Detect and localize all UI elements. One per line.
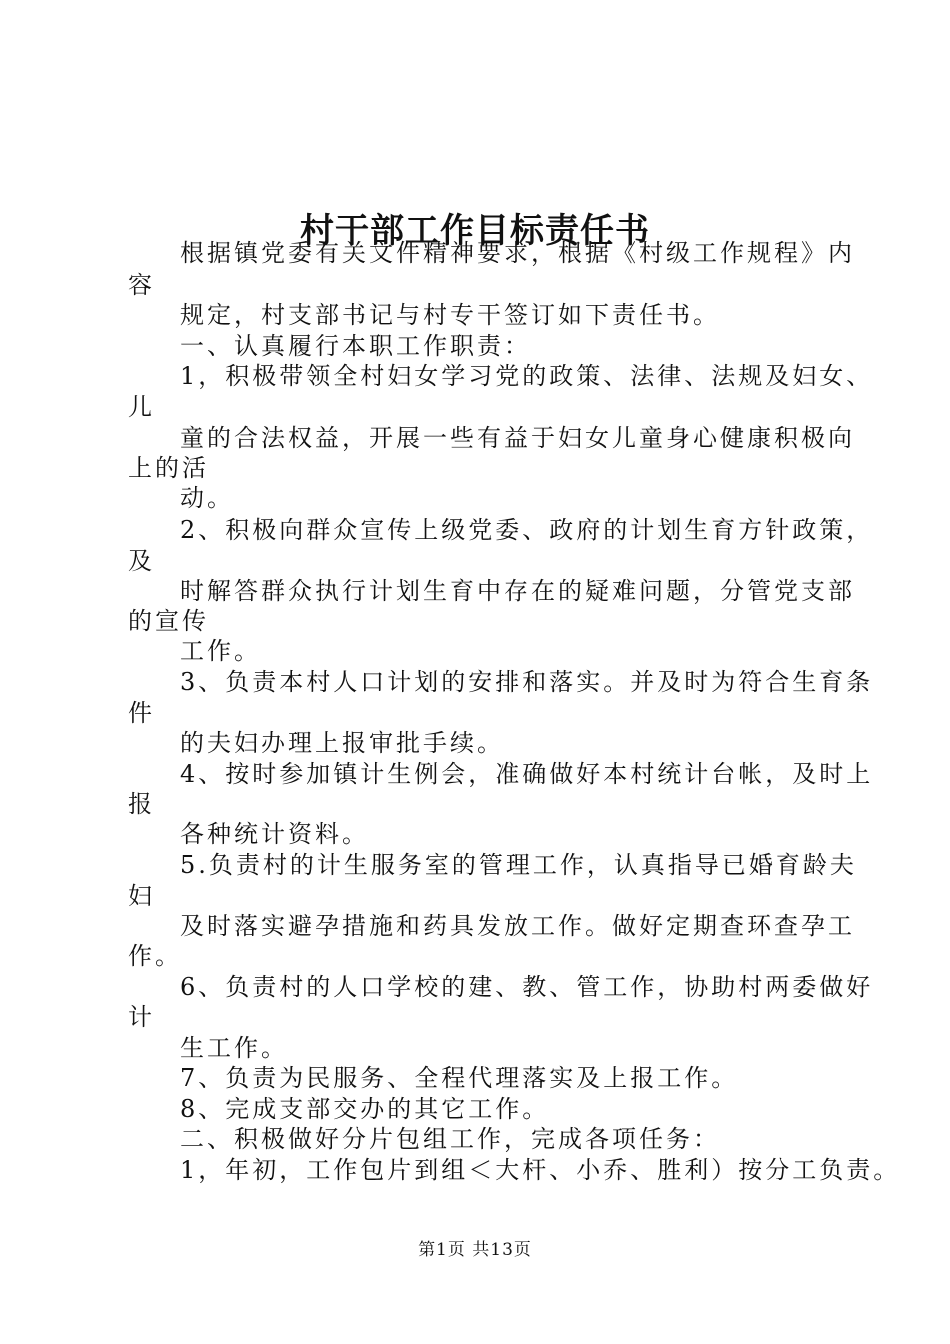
- paragraph-line: 及时落实避孕措施和药具发放工作。做好定期查环查孕工: [180, 912, 855, 940]
- paragraph-line: 3、负责本村人口计划的安排和落实。并及时为符合生育条: [180, 668, 874, 696]
- paragraph-line: 时解答群众执行计划生育中存在的疑难问题，分管党支部: [180, 577, 855, 605]
- paragraph-line: 容: [128, 271, 155, 299]
- paragraph-line: 2、积极向群众宣传上级党委、政府的计划生育方针政策，: [180, 516, 874, 544]
- paragraph-line: 及: [128, 547, 155, 575]
- paragraph-line: 工作。: [180, 637, 261, 665]
- paragraph-line: 妇: [128, 882, 155, 910]
- paragraph-line: 8、完成支部交办的其它工作。: [180, 1095, 550, 1123]
- paragraph-line: 的夫妇办理上报审批手续。: [180, 729, 504, 757]
- paragraph-line: 各种统计资料。: [180, 820, 369, 848]
- paragraph-line: 4、按时参加镇计生例会，准确做好本村统计台帐，及时上: [180, 760, 874, 788]
- paragraph-line: 7、负责为民服务、全程代理落实及上报工作。: [180, 1064, 739, 1092]
- document-title: 村干部工作目标责任书: [300, 210, 650, 251]
- paragraph-line: 5.负责村的计生服务室的管理工作，认真指导已婚育龄夫: [180, 851, 857, 879]
- paragraph-line: 儿: [128, 393, 155, 421]
- paragraph-line: 生工作。: [180, 1034, 288, 1062]
- paragraph-line: 规定，村支部书记与村专干签订如下责任书。: [180, 301, 720, 329]
- section-heading: 二、积极做好分片包组工作，完成各项任务：: [180, 1125, 720, 1153]
- paragraph-line: 根据镇党委有关文件精神要求，根据《村级工作规程》内: [180, 239, 855, 267]
- paragraph-line: 作。: [128, 942, 182, 970]
- paragraph-line: 的宣传: [128, 607, 209, 635]
- paragraph-line: 6、负责村的人口学校的建、教、管工作，协助村两委做好: [180, 973, 874, 1001]
- paragraph-line: 童的合法权益，开展一些有益于妇女儿童身心健康积极向: [180, 424, 855, 452]
- page-footer: 第1页 共13页: [418, 1240, 532, 1260]
- paragraph-line: 1，积极带领全村妇女学习党的政策、法律、法规及妇女、: [180, 362, 874, 390]
- paragraph-line: 计: [128, 1003, 155, 1031]
- paragraph-line: 件: [128, 699, 155, 727]
- paragraph-line: 上的活: [128, 454, 209, 482]
- paragraph-line: 报: [128, 790, 155, 818]
- paragraph-line: 1，年初，工作包片到组＜大杆、小乔、胜利）按分工负责。: [180, 1156, 901, 1184]
- paragraph-line: 动。: [180, 484, 234, 512]
- section-heading: 一、认真履行本职工作职责：: [180, 332, 531, 360]
